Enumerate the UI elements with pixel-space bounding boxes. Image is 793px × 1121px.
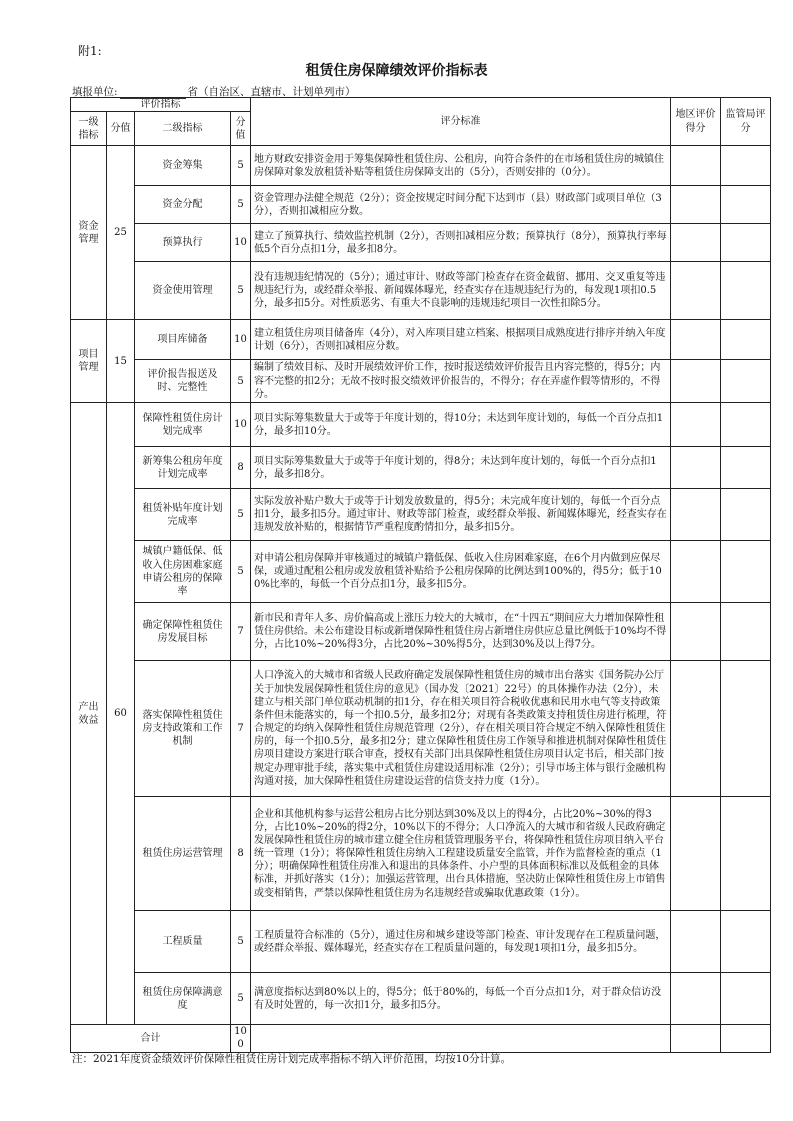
indicator-standard: 对申请公租房保障并审核通过的城镇户籍低保、低收入住房困难家庭，在6个月内做到应保尽保，或通过配租公租房或发放租赁补贴给予公租房保障的比例达到100%的，得5分；低于100%比率的，每低一个百分点扣1分，最多扣5分。 <box>251 541 671 603</box>
bureau-score-cell[interactable] <box>721 973 771 1025</box>
region-score-cell[interactable] <box>671 1025 721 1052</box>
total-row <box>71 1025 771 1052</box>
region-score-cell[interactable] <box>671 661 721 797</box>
bureau-score-cell[interactable] <box>721 661 771 797</box>
region-score-cell[interactable] <box>671 973 721 1025</box>
indicator-name: 资金使用管理 <box>135 262 231 320</box>
table-row <box>71 403 771 447</box>
indicator-name: 租赁住房保障满意度 <box>135 973 231 1025</box>
table-row <box>71 360 771 403</box>
table-row <box>71 973 771 1025</box>
indicator-name: 落实保障性租赁住房支持政策和工作机制 <box>135 661 231 797</box>
indicator-standard: 资金管理办法健全规范（2分）；资金按规定时间分配下达到市（县）财政部门或项目单位（3分），否则扣减相应分数。 <box>251 186 671 224</box>
table-row <box>71 797 771 911</box>
indicator-score: 5 <box>231 489 251 541</box>
indicator-standard: 新市民和青年人多、房价偏高或上涨压力较大的大城市，在“十四五”期间应大力增加保障性租赁住房供给。未公布建设目标或新增保障性租赁住房占新增住房供应总量比例低于10%均不得分，占比10%~20%得3分，占比20%~30%得5分，达到30%及以上得7分。 <box>251 603 671 661</box>
region-score-cell[interactable] <box>671 489 721 541</box>
indicator-standard: 没有违规违纪情况的（5分）；通过审计、财政等部门检查存在资金截留、挪用、交叉重复等违规违纪行为，或经群众举报、新闻媒体曝光，经查实存在违规违纪行为的，每发现1项扣0.5分，最多扣5分。对性质恶劣、有重大不良影响的违规违纪项目一次性扣除5分。 <box>251 262 671 320</box>
indicator-name: 租赁住房运营管理 <box>135 797 231 911</box>
indicator-name: 资金分配 <box>135 186 231 224</box>
header-indicators: 评价指标 <box>71 98 251 112</box>
bureau-score-cell[interactable] <box>721 489 771 541</box>
indicator-name: 项目库储备 <box>135 320 231 360</box>
group-score: 60 <box>107 403 135 1025</box>
fill-unit-label: 填报单位: <box>72 86 118 98</box>
indicator-standard: 编制了绩效目标、及时开展绩效评价工作，按时报送绩效评价报告且内容完整的，得5分；内容不完整的扣2分；无故不按时报交绩效评价报告的，不得分；存在弄虚作假等情形的，不得分。 <box>251 360 671 403</box>
header-standard: 评分标准 <box>251 98 671 146</box>
indicator-name: 确定保障性租赁住房发展目标 <box>135 603 231 661</box>
bureau-score-cell[interactable] <box>721 320 771 360</box>
table-row <box>71 262 771 320</box>
indicator-standard: 企业和其他机构参与运营公租房占比分别达到30%及以上的得4分，占比20%~30%的得3分，占比10%~20%的得2分，10%以下的不得分；人口净流入的大城市和省级人民政府确定发展保障性租赁住房的城市建立健全住房租赁管理服务平台，将保障性租赁住房项目纳入平台统一管理（1分）；将保障性租赁住房纳入工程建设质量安全监管，并作为监督检查的重点（1分）；明确保障性租赁住房准入和退出的具体条件、小户型的具体面积标准以及低租金的具体标准，并抓好落实（1分）；加强运营管理，出台具体措施，坚决防止保障性租赁住房上市销售或变相销售，严禁以保障性租赁住房为名违规经营或骗取优惠政策（1分）。 <box>251 797 671 911</box>
indicator-standard: 人口净流入的大城市和省级人民政府确定发展保障性租赁住房的城市出台落实《国务院办公厅关于加快发展保障性租赁住房的意见》（国办发〔2021〕22号）的具体操作办法（2分），未建立与相关部门单位联动机制的扣1分，存在相关项目符合税收优惠和民用水电气等支持政策条件但未能落实的，每一个扣0.5分，最多扣2分；对现有各类政策支持租赁住房进行梳理，符合规定的均纳入保障性租赁住房规范管理（2分），存在相关项目符合规定不纳入保障性租赁住房的，每一个扣0.5分，最多扣2分；建立保障性租赁住房工作领导和推进机制对保障性租赁住房项目建设方案进行联合审查，授权有关部门出具保障性租赁住房项目认定书后，相关部门按规定办理审批手续，落实集中式租赁住房建设适用标准（2分）；引导市场主体与银行金融机构沟通对接，加大保障性租赁住房建设运营的信贷支持力度（1分）。 <box>251 661 671 797</box>
bureau-score-cell[interactable] <box>721 360 771 403</box>
group-name: 产出效益 <box>71 403 107 1025</box>
region-score-cell[interactable] <box>671 360 721 403</box>
footnote: 注：2021年度资金绩效评价保障性租赁住房计划完成率指标不纳入评价范围，均按10分计算。 <box>72 1053 512 1065</box>
region-score-cell[interactable] <box>671 911 721 973</box>
indicator-table <box>70 97 771 1053</box>
indicator-score: 10 <box>231 403 251 447</box>
region-score-cell[interactable] <box>671 541 721 603</box>
table-row <box>71 224 771 262</box>
bureau-score-cell[interactable] <box>721 186 771 224</box>
indicator-score: 5 <box>231 360 251 403</box>
group-score: 25 <box>107 146 135 320</box>
bureau-score-cell[interactable] <box>721 262 771 320</box>
region-score-cell[interactable] <box>671 262 721 320</box>
table-row <box>71 661 771 797</box>
region-score-cell[interactable] <box>671 320 721 360</box>
group-score: 15 <box>107 320 135 403</box>
indicator-score: 5 <box>231 973 251 1025</box>
total-score: 100 <box>231 1025 251 1052</box>
indicator-standard: 满意度指标达到80%以上的，得5分；低于80%的，每低一个百分点扣1分，对于群众信访没有及时处置的，每一次扣1分，最多扣5分。 <box>251 973 671 1025</box>
table-row <box>71 489 771 541</box>
table-row <box>71 146 771 186</box>
indicator-standard: 建立租赁住房项目储备库（4分），对入库项目建立档案、根据项目成熟度进行排序并纳入年度计划（6分），否则扣减相应分数。 <box>251 320 671 360</box>
header-score: 分值 <box>107 112 135 146</box>
attachment-label: 附1: <box>78 44 102 58</box>
table-row <box>71 911 771 973</box>
indicator-score: 5 <box>231 541 251 603</box>
indicator-name: 评价报告报送及时、完整性 <box>135 360 231 403</box>
table-row <box>71 603 771 661</box>
indicator-standard: 项目实际筹集数量大于或等于年度计划的，得8分；未达到年度计划的，每低一个百分点扣1分，最多扣8分。 <box>251 447 671 489</box>
table-row <box>71 447 771 489</box>
table-row <box>71 320 771 360</box>
bureau-score-cell[interactable] <box>721 1025 771 1052</box>
indicator-name: 租赁补贴年度计划完成率 <box>135 489 231 541</box>
group-name: 项目管理 <box>71 320 107 403</box>
indicator-name: 保障性租赁住房计划完成率 <box>135 403 231 447</box>
indicator-score: 5 <box>231 262 251 320</box>
total-label: 合计 <box>71 1025 231 1052</box>
indicator-score: 7 <box>231 603 251 661</box>
indicator-standard: 项目实际筹集数量大于或等于年度计划的，得10分；未达到年度计划的，每低一个百分点扣1分，最多扣10分。 <box>251 403 671 447</box>
indicator-standard: 建立了预算执行、绩效监控机制（2分），否则扣减相应分数；预算执行（8分），预算执行率每低5个百分点扣1分，最多扣8分。 <box>251 224 671 262</box>
header-level1: 一级指标 <box>71 112 107 146</box>
indicator-name: 新筹集公租房年度计划完成率 <box>135 447 231 489</box>
header-sub-score: 分值 <box>231 112 251 146</box>
indicator-standard: 实际发放补贴户数大于或等于计划发放数量的，得5分；未完成年度计划的，每低一个百分点扣1分，最多扣5分。通过审计、财政等部门检查，或经群众举报、新闻媒体曝光，经查实存在违规发放补贴的，根据情节严重程度酌情扣分，最多扣5分。 <box>251 489 671 541</box>
indicator-score: 5 <box>231 146 251 186</box>
header-level2: 二级指标 <box>135 112 231 146</box>
indicator-name: 工程质量 <box>135 911 231 973</box>
indicator-score: 7 <box>231 661 251 797</box>
bureau-score-cell[interactable] <box>721 447 771 489</box>
indicator-score: 8 <box>231 447 251 489</box>
bureau-score-cell[interactable] <box>721 541 771 603</box>
table-row <box>71 186 771 224</box>
region-score-cell[interactable] <box>671 603 721 661</box>
bureau-score-cell[interactable] <box>721 911 771 973</box>
table-row <box>71 541 771 603</box>
bureau-score-cell[interactable] <box>721 224 771 262</box>
header-bureau-score: 监管局评分 <box>721 98 771 146</box>
bureau-score-cell[interactable] <box>721 403 771 447</box>
indicator-score: 8 <box>231 797 251 911</box>
region-score-cell[interactable] <box>671 224 721 262</box>
indicator-score: 5 <box>231 911 251 973</box>
region-score-cell[interactable] <box>671 146 721 186</box>
region-score-cell[interactable] <box>671 403 721 447</box>
region-score-cell[interactable] <box>671 447 721 489</box>
indicator-standard: 地方财政安排资金用于筹集保障性租赁住房、公租房，向符合条件的在市场租赁住房的城镇住房保障对象发放租赁补贴等租赁住房保障支出的（5分），否则安排的（0分）。 <box>251 146 671 186</box>
total-standard-cell <box>251 1025 671 1052</box>
region-score-cell[interactable] <box>671 797 721 911</box>
bureau-score-cell[interactable] <box>721 603 771 661</box>
bureau-score-cell[interactable] <box>721 146 771 186</box>
indicator-score: 5 <box>231 186 251 224</box>
bureau-score-cell[interactable] <box>721 797 771 911</box>
region-score-cell[interactable] <box>671 186 721 224</box>
indicator-name: 城镇户籍低保、低收入住房困难家庭申请公租房的保障率 <box>135 541 231 603</box>
header-region-score: 地区评价得分 <box>671 98 721 146</box>
indicator-standard: 工程质量符合标准的（5分），通过住房和城乡建设等部门检查、审计发现存在工程质量问题，或经群众举报、媒体曝光，经查实存在工程质量问题的，每发现1项扣1分，最多扣5分。 <box>251 911 671 973</box>
indicator-score: 10 <box>231 224 251 262</box>
group-name: 资金管理 <box>71 146 107 320</box>
indicator-name: 资金筹集 <box>135 146 231 186</box>
indicator-score: 10 <box>231 320 251 360</box>
indicator-name: 预算执行 <box>135 224 231 262</box>
fill-unit-suffix: 省（自治区、直辖市、计划单列市） <box>187 86 356 98</box>
page-title: 租赁住房保障绩效评价指标表 <box>305 63 488 79</box>
